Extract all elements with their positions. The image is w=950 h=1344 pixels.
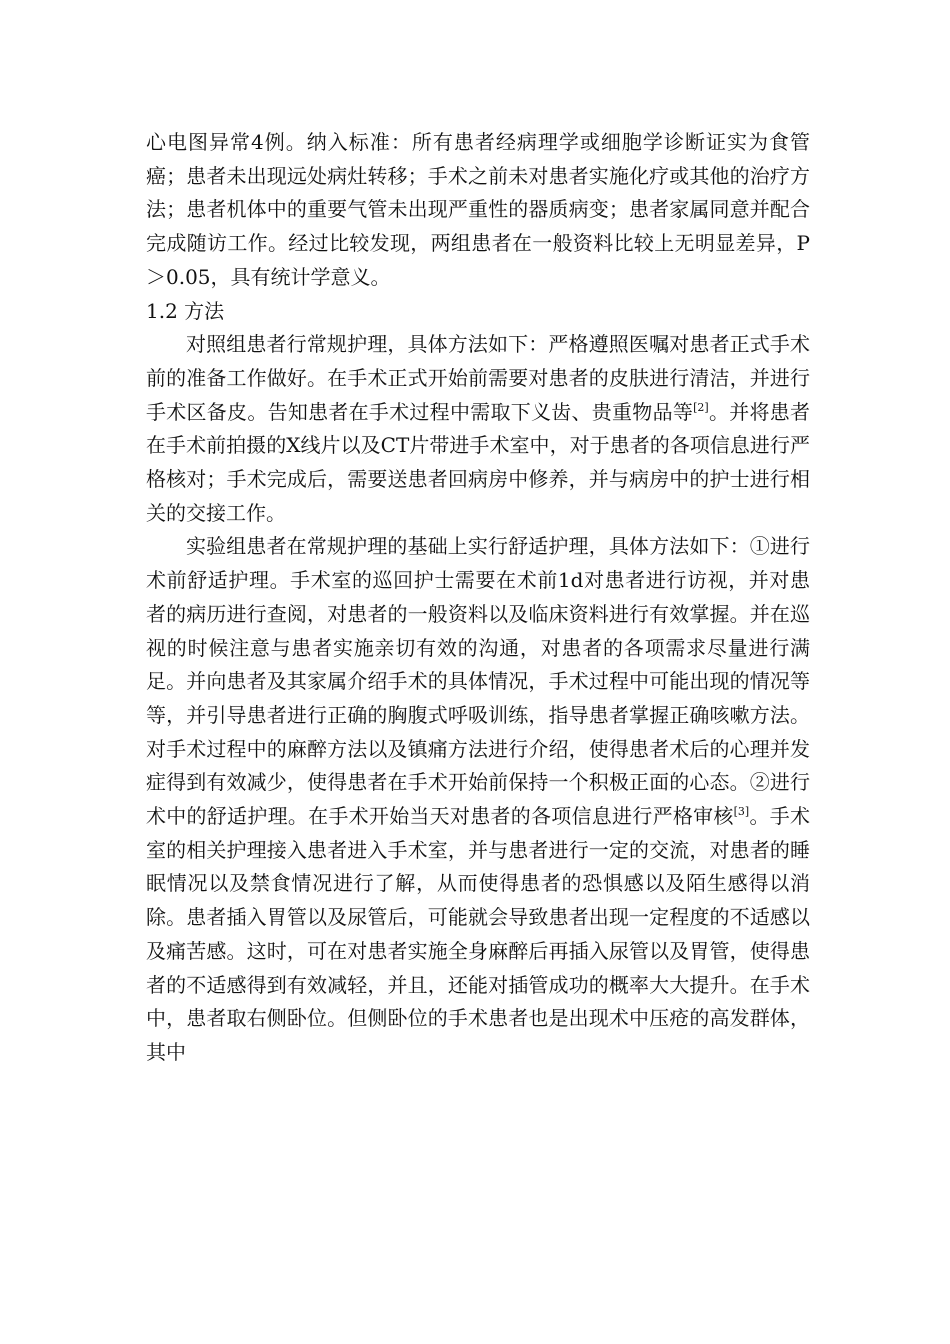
citation-ref: [3]: [733, 805, 750, 819]
paragraph-text: 。并将患者在手术前拍摄的X线片以及CT片带进手术室中，对于患者的各项信息进行严格核对；手术完成后，需要送患者回病房中修养，并与病房中的护士进行相关的交接工作。: [146, 399, 811, 525]
citation-ref: [2]: [693, 400, 709, 414]
paragraph-text: 。手术室的相关护理接入患者进入手术室，并与患者进行一定的交流，对患者的睡眠情况以及禁食情况进行了解，从而使得患者的恐惧感以及陌生感得以消除。患者插入胃管以及尿管后，可能就会导致患者出现一定程度的不适感以及痛苦感。这时，可在对患者实施全身麻醉后再插入尿管以及胃管，使得患者的不适感得到有效减轻，并且，还能对插管成功的概率大大提升。在手术中，患者取右侧卧位。但侧卧位的手术患者也是出现术中压疮的高发群体，其中: [146, 804, 811, 1064]
heading-text: 1.2 方法: [146, 298, 225, 323]
paragraph-experimental-group: [146, 530, 810, 1069]
section-heading-methods: [146, 295, 810, 329]
paragraph-inclusion-criteria: [146, 126, 810, 295]
paragraph-text: 对照组患者行常规护理，具体方法如下：严格遵照医嘱对患者正式手术前的准备工作做好。在手术正式开始前需要对患者的皮肤进行清洁，并进行手术区备皮。告知患者在手术过程中需取下义齿、贵重物品等: [146, 332, 810, 424]
paragraph-control-group: [146, 328, 810, 530]
document-page: [146, 126, 810, 1070]
paragraph-text: 实验组患者在常规护理的基础上实行舒适护理，具体方法如下：①进行术前舒适护理。手术室的巡回护士需要在术前1d对患者进行访视，并对患者的病历进行查阅，对患者的一般资料以及临床资料进行有效掌握。并在巡视的时候注意与患者实施亲切有效的沟通，对患者的各项需求尽量进行满足。并向患者及其家属介绍手术的具体情况，手术过程中可能出现的情况等等，并引导患者进行正确的胸腹式呼吸训练，指导患者掌握正确咳嗽方法。对手术过程中的麻醉方法以及镇痛方法进行介绍，使得患者术后的心理并发症得到有效减少，使得患者在手术开始前保持一个积极正面的心态。②进行术中的舒适护理。在手术开始当天对患者的各项信息进行严格审核: [146, 534, 810, 829]
paragraph-text: 心电图异常4例。纳入标准：所有患者经病理学或细胞学诊断证实为食管癌；患者未出现远处病灶转移；手术之前未对患者实施化疗或其他的治疗方法；患者机体中的重要气管未出现严重性的器质病变；患者家属同意并配合完成随访工作。经过比较发现，两组患者在一般资料比较上无明显差异，P＞0.05，具有统计学意义。: [146, 130, 810, 289]
